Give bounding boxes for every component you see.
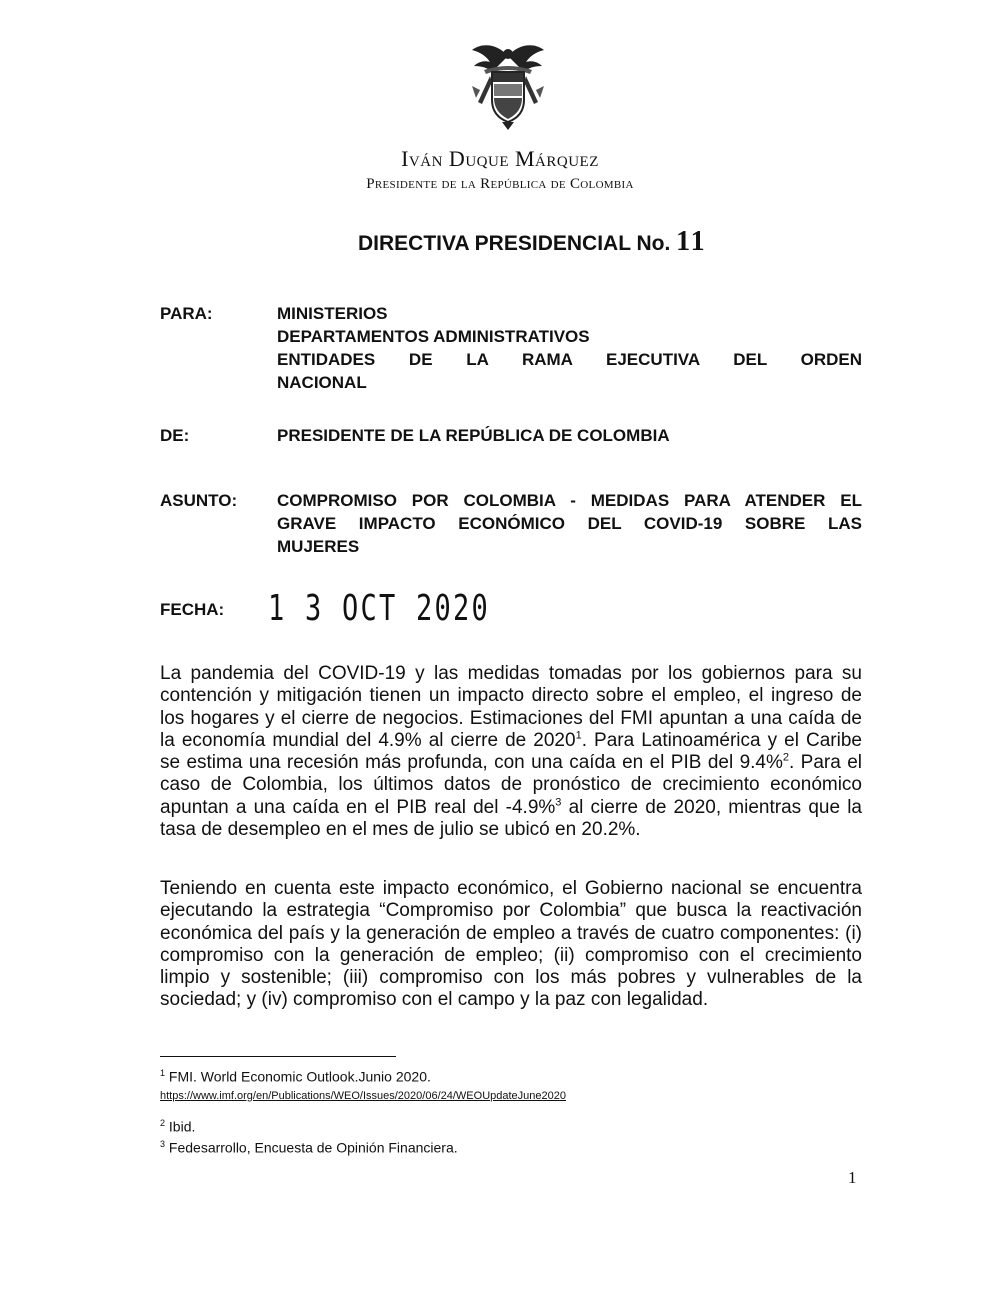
footnote-ref: 3	[555, 796, 562, 809]
footnote-text: Ibid.	[165, 1118, 196, 1135]
president-name: Iván Duque Márquez	[401, 146, 599, 171]
footnote-1	[160, 1068, 431, 1085]
para-line: DEPARTAMENTOS ADMINISTRATIVOS	[277, 327, 590, 346]
footnote-ref: 1	[575, 729, 582, 742]
body-paragraph-2: Teniendo en cuenta este impacto económico, el Gobierno nacional se encuentra ejecutando la estrategia “Compromiso por Colombia” que busca la reactivación económica del país y la generación de empleo a través de cuatro componentes: (i) compromiso con la generación de empleo; (ii) compromiso con el crecimiento limpio y sostenible; (iii) compromiso con los más pobres y vulnerables de la sociedad; y (iv) compromiso con el campo y la paz con legalidad.	[160, 878, 862, 1011]
asunto-value	[277, 489, 862, 558]
footnote-text: FMI. World Economic Outlook.Junio 2020.	[165, 1068, 431, 1085]
para-line: MINISTERIOS	[277, 304, 388, 323]
para-line: NACIONAL	[277, 373, 367, 392]
fecha-stamp: 1 3 OCT 2020	[268, 588, 491, 629]
para-value	[277, 302, 862, 394]
p1-text-c: . Para el caso de Colombia, los últimos datos de pronóstico de crecimiento económico apuntan a una caída en el PIB real del -4.9%	[160, 752, 862, 818]
footnote-ref: 2	[782, 751, 789, 764]
de-value: PRESIDENTE DE LA REPÚBLICA DE COLOMBIA	[277, 426, 670, 445]
directive-heading	[358, 226, 707, 258]
footnote-divider	[160, 1056, 396, 1057]
p1-text-a: La pandemia del COVID-19 y las medidas tomadas por los gobiernos para su contención y mitigación tienen un impacto directo sobre el empleo, el ingreso de los hogares y el cierre de negocios. Estimaciones del FMI apuntan a una caída de la economía mundial del 4.9% al cierre de 2020	[160, 663, 862, 751]
president-title: Presidente de la República de Colombia	[366, 176, 634, 192]
footnote-number: 3	[160, 1139, 166, 1149]
colombia-coat-of-arms-icon	[468, 40, 548, 132]
p1-text-b: . Para Latinoamérica y el Caribe se estima una recesión más profunda, con una caída en el PIB del 9.4%	[160, 729, 862, 774]
footnote-number: 2	[160, 1118, 166, 1128]
footnote-1-link[interactable]: https://www.imf.org/en/Publications/WEO/Issues/2020/06/24/WEOUpdateJune2020	[160, 1090, 566, 1102]
para-label: PARA:	[160, 304, 213, 323]
asunto-line: COMPROMISO POR COLOMBIA - MEDIDAS PARA ATENDER EL	[277, 491, 862, 510]
footnote-3	[160, 1139, 458, 1156]
asunto-line: MUJERES	[277, 537, 360, 556]
footnote-number: 1	[160, 1068, 166, 1078]
para-line: ENTIDADES DE LA RAMA EJECUTIVA DEL ORDEN	[277, 350, 862, 369]
body-paragraph-1	[160, 663, 862, 841]
asunto-label: ASUNTO:	[160, 491, 238, 510]
directive-label: DIRECTIVA PRESIDENCIAL No.	[358, 232, 671, 255]
page-number: 1	[848, 1168, 857, 1187]
p1-text-d: al cierre de 2020, mientras que la tasa de desempleo en el mes de julio se ubicó en 20.2%.	[160, 796, 862, 841]
footnote-2	[160, 1118, 195, 1135]
directive-number: 11	[676, 226, 707, 257]
fecha-label: FECHA:	[160, 600, 225, 619]
footnote-text: Fedesarrollo, Encuesta de Opinión Financiera.	[165, 1139, 458, 1156]
asunto-line: GRAVE IMPACTO ECONÓMICO DEL COVID-19 SOBRE LAS	[277, 514, 862, 533]
de-label: DE:	[160, 426, 190, 445]
